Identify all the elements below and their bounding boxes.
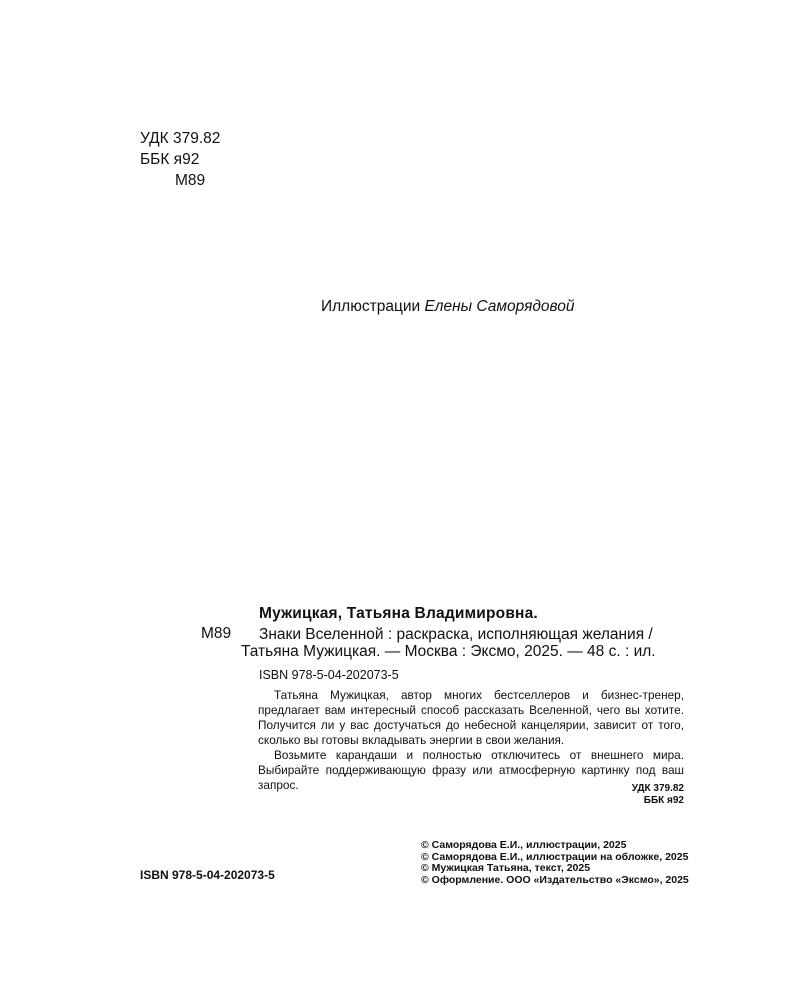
illustrator-name: Елены Саморядовой [424, 298, 575, 315]
illustrations-credit [321, 298, 575, 316]
annotation-udk: УДК 379.82 [631, 783, 684, 794]
annotation-paragraph-2: Возьмите карандаши и полностью отключитесь от внешнего мира. Выбирайте поддерживающую фразу или атмосферную картинку под ваш запрос. [258, 748, 684, 792]
annotation-bbk: ББК я92 [643, 795, 684, 806]
bib-title-line2: Татьяна Мужицкая. — Москва : Эксмо, 2025. — 48 с. : ил. [241, 643, 656, 660]
copyright-block [421, 840, 689, 886]
author-mark: М89 [175, 172, 206, 189]
illustrations-prefix: Иллюстрации [321, 298, 421, 315]
bib-isbn: ISBN 978-5-04-202073-5 [259, 668, 399, 682]
udk-code: УДК 379.82 [140, 130, 221, 147]
bbk-code: ББК я92 [140, 151, 200, 168]
annotation-paragraph-1: Татьяна Мужицкая, автор многих бестселлеров и бизнес-тренер, предлагает вам интересный способ рассказать Вселенной, чего вы хотите. Получится ли у вас достучаться до небесной канцелярии, зависит от того, сколько вы готовы вкладывать энергии в свои желания. [258, 688, 684, 747]
classification-block [140, 128, 220, 191]
bib-title-line1: Знаки Вселенной : раскраска, исполняющая желания / [259, 626, 653, 643]
annotation-codes [600, 783, 684, 807]
bib-author-mark: М89 [201, 625, 232, 642]
copyright-line: © Саморядова Е.И., иллюстрации, 2025 [421, 839, 627, 851]
copyright-line: © Оформление. ООО «Издательство «Эксмо», 2025 [421, 873, 689, 886]
copyright-line: © Мужицкая Татьяна, текст, 2025 [421, 862, 591, 874]
isbn-bottom: ISBN 978-5-04-202073-5 [140, 868, 275, 882]
bib-author: Мужицкая, Татьяна Владимировна. [259, 605, 538, 622]
annotation [258, 688, 684, 793]
copyright-line: © Саморядова Е.И., иллюстрации на обложке, 2025 [421, 850, 689, 863]
